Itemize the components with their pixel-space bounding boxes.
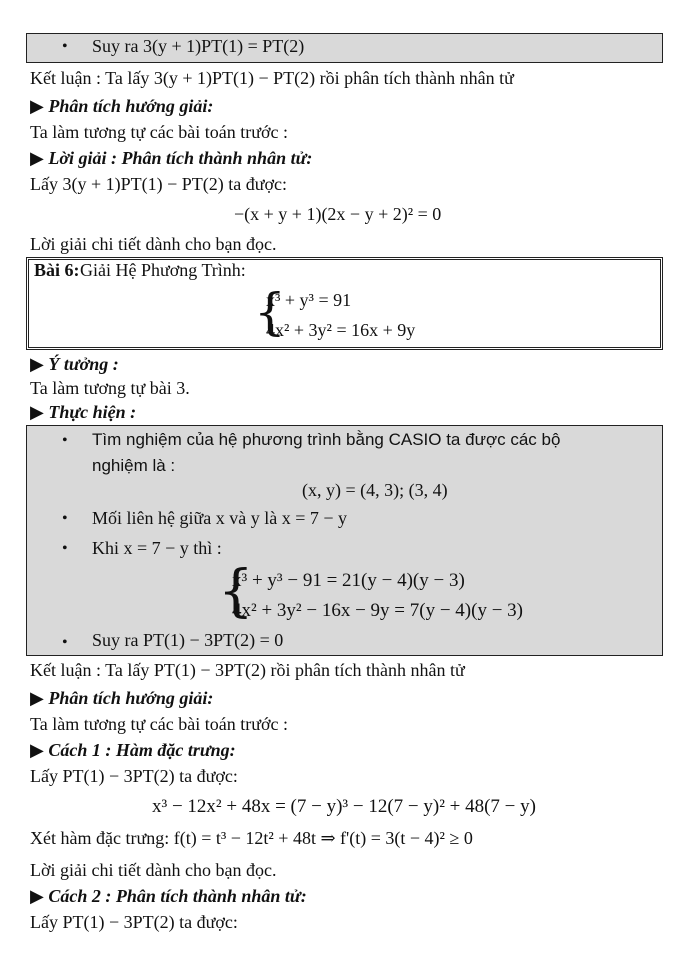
bullet-icon: • — [62, 540, 68, 557]
gray-item-3: Khi x = 7 − y thì : — [92, 538, 222, 558]
text-idea: Ta làm tương tự bài 3. — [30, 378, 190, 398]
gray-system-equation-1: x³ + y³ − 91 = 21(y − 4)(y − 3) — [232, 570, 465, 591]
gray-item-2: Mối liên hệ giữa x và y là x = 7 − y — [92, 508, 348, 528]
text-take-2: Lấy PT(1) − 3PT(2) ta được: — [30, 766, 238, 786]
text-detail-2: Lời giải chi tiết dành cho bạn đọc. — [30, 860, 277, 880]
heading-method-2: ▶ Cách 2 : Phân tích thành nhân tử: — [30, 886, 307, 906]
problem-6-title: Giải Hệ Phương Trình: — [80, 260, 246, 280]
text-characteristic-function: Xét hàm đặc trưng: f(t) = t³ − 12t² + 48t ⇒ f'(t) = 3(t − 4)² ≥ 0 — [30, 828, 473, 848]
equation-result-1: −(x + y + 1)(2x − y + 2)² = 0 — [234, 204, 442, 224]
heading-execute: ▶ Thực hiện : — [30, 402, 137, 422]
text-take-1: Lấy 3(y + 1)PT(1) − PT(2) ta được: — [30, 174, 288, 194]
text-similar-1: Ta làm tương tự các bài toán trước : — [30, 122, 288, 142]
conclusion-1: Kết luận : Ta lấy 3(y + 1)PT(1) − PT(2) rồi phân tích thành nhân tử — [30, 68, 514, 88]
heading-analysis-1: ▶ Phân tích hướng giải: — [30, 96, 214, 116]
bullet-icon: • — [62, 510, 68, 527]
heading-analysis-2: ▶ Phân tích hướng giải: — [30, 688, 214, 708]
bullet-icon: • — [62, 432, 68, 449]
heading-solution-1: ▶ Lời giải : Phân tích thành nhân tử: — [30, 148, 313, 168]
system-brace-icon: { — [254, 283, 286, 341]
top-box-text: Suy ra 3(y + 1)PT(1) = PT(2) — [92, 36, 305, 56]
gray-item-1-line-1: Tìm nghiệm của hệ phương trình bằng CASIO ta được các bộ — [92, 430, 561, 449]
bullet-icon: • — [62, 38, 68, 55]
system-brace-icon: { — [218, 559, 254, 624]
gray-item-4: Suy ra PT(1) − 3PT(2) = 0 — [92, 630, 284, 650]
text-similar-2: Ta làm tương tự các bài toán trước : — [30, 714, 288, 734]
problem-6-equation-2: 4x² + 3y² = 16x + 9y — [266, 320, 416, 340]
heading-method-1: ▶ Cách 1 : Hàm đặc trưng: — [30, 740, 236, 760]
gray-item-1-line-2: nghiệm là : — [92, 456, 176, 475]
text-detail-1: Lời giải chi tiết dành cho bạn đọc. — [30, 234, 277, 254]
text-take-3: Lấy PT(1) − 3PT(2) ta được: — [30, 912, 238, 932]
gray-system-equation-2: 4x² + 3y² − 16x − 9y = 7(y − 4)(y − 3) — [232, 600, 523, 621]
heading-idea: ▶ Ý tưởng : — [30, 354, 119, 374]
conclusion-2: Kết luận : Ta lấy PT(1) − 3PT(2) rồi phân tích thành nhân tử — [30, 660, 465, 680]
bullet-icon: • — [62, 634, 68, 651]
equation-method-1: x³ − 12x² + 48x = (7 − y)³ − 12(7 − y)² + 48(7 − y) — [152, 796, 536, 817]
problem-6-equation-1: x³ + y³ = 91 — [266, 290, 352, 310]
problem-6-label: Bài 6: — [34, 260, 80, 280]
gray-solutions: (x, y) = (4, 3); (3, 4) — [302, 480, 448, 500]
